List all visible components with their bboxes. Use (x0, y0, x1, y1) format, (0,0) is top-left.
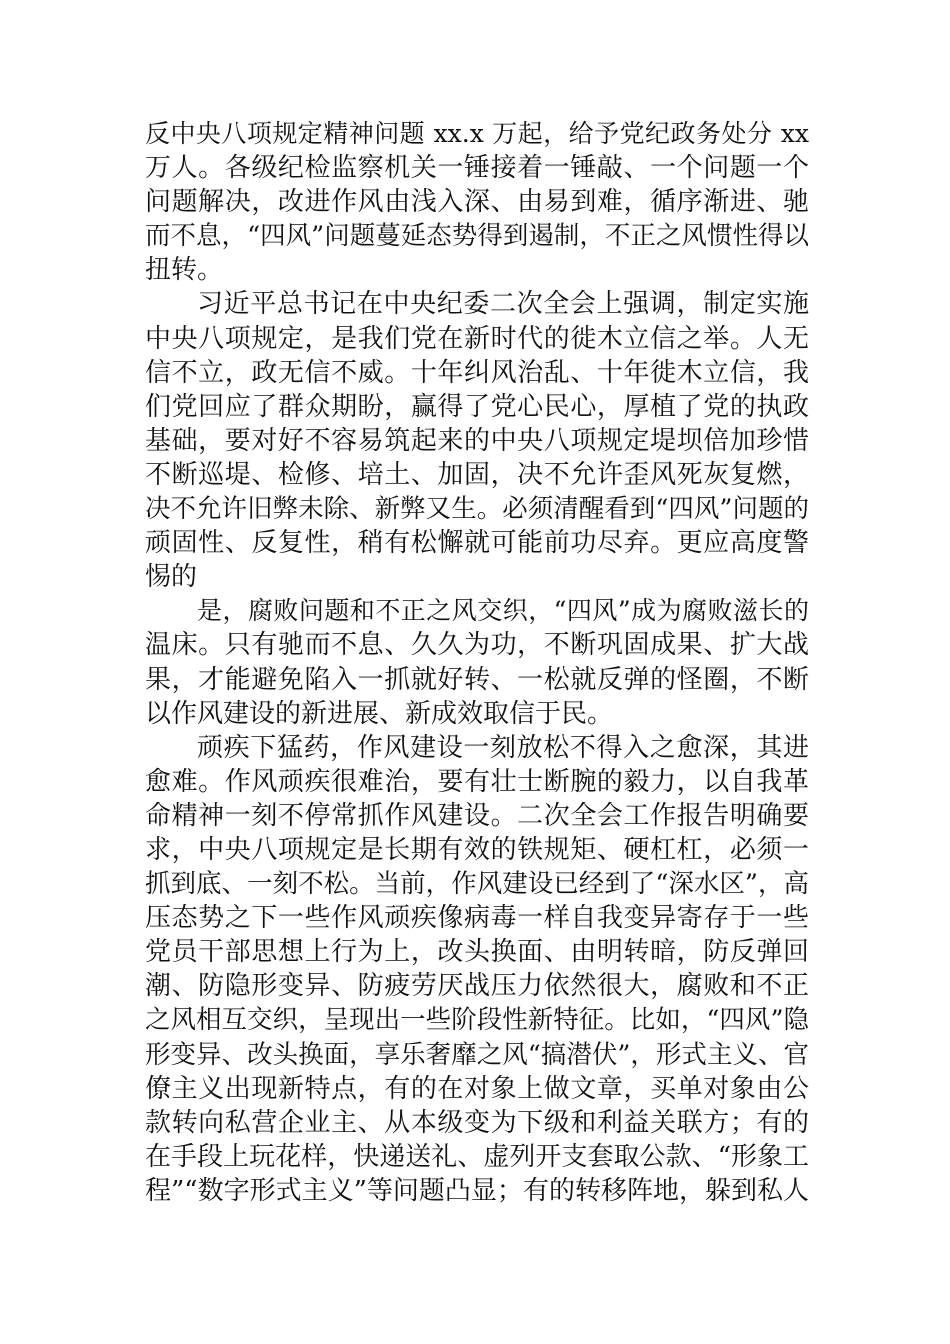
text-line: 问题解决，改进作风由浅入深、由易到难，循序渐进、驰 (145, 187, 809, 218)
text-line: 款转向私营企业主、从本级变为下级和利益关联方；有的 (145, 1107, 809, 1138)
text-line: 顽固性、反复性，稍有松懈就可能前功尽弃。更应高度警 (145, 528, 809, 559)
paragraph-1 (145, 117, 809, 287)
text-line: 扭转。 (145, 255, 224, 286)
text-line: 压态势之下一些作风顽疾像病毒一样自我变异寄存于一些 (145, 903, 809, 934)
text-line: 僚主义出现新特点，有的在对象上做文章，买单对象由公 (145, 1073, 809, 1104)
text-line: 形变异、改头换面，享乐奢靡之风“搞潜伏”，形式主义、官 (145, 1039, 809, 1070)
text-line: 愈难。作风顽疾很难治，要有壮士断腕的毅力，以自我革 (145, 766, 809, 797)
text-line: 中央八项规定，是我们党在新时代的徙木立信之举。人无 (145, 323, 809, 354)
document-body (145, 117, 809, 1208)
paragraph-2 (145, 287, 809, 594)
text-line: 反中央八项规定精神问题 xx.x 万起，给予党纪政务处分 xx (145, 119, 809, 148)
text-line: 果，才能避免陷入一抓就好转、一松就反弹的怪圈，不断 (145, 664, 809, 695)
text-line: 不断巡堤、检修、培土、加固，决不允许歪风死灰复燃， (145, 459, 809, 490)
text-line: 党员干部思想上行为上，改头换面、由明转暗，防反弹回 (145, 937, 809, 968)
paragraph-3 (145, 594, 809, 730)
paragraph-4 (145, 731, 809, 1208)
text-line: 抓到底、一刻不松。当前，作风建设已经到了“深水区”，高 (145, 869, 809, 900)
text-line: 而不息，“四风”问题蔓延态势得到遏制，不正之风惯性得以 (145, 221, 809, 252)
text-line: 之风相互交织，呈现出一些阶段性新特征。比如，“四风”隐 (145, 1005, 809, 1036)
text-line: 命精神一刻不停常抓作风建设。二次全会工作报告明确要 (145, 800, 809, 831)
text-line: 决不允许旧弊未除、新弊又生。必须清醒看到“四风”问题的 (145, 494, 809, 525)
text-line: 万人。各级纪检监察机关一锤接着一锤敲、一个问题一个 (145, 153, 809, 184)
text-line: 是，腐败问题和不正之风交织，“四风”成为腐败滋长的 (197, 596, 809, 626)
text-line: 基础，要对好不容易筑起来的中央八项规定堤坝倍加珍惜 (145, 425, 809, 456)
text-line: 温床。只有驰而不息、久久为功，不断巩固成果、扩大战 (145, 630, 809, 661)
text-line: 信不立，政无信不威。十年纠风治乱、十年徙木立信，我 (145, 357, 809, 388)
text-line: 以作风建设的新进展、新成效取信于民。 (145, 698, 614, 729)
text-line: 们党回应了群众期盼，赢得了党心民心，厚植了党的执政 (145, 391, 809, 422)
text-line: 求，中央八项规定是长期有效的铁规矩、硬杠杠，必须一 (145, 834, 809, 865)
text-line: 潮、防隐形变异、防疲劳厌战压力依然很大，腐败和不正 (145, 971, 809, 1002)
text-line: 习近平总书记在中央纪委二次全会上强调，制定实施 (197, 289, 809, 320)
text-line: 顽疾下猛药，作风建设一刻放松不得入之愈深，其进 (197, 732, 809, 763)
text-line: 惕的 (145, 562, 198, 593)
text-line: 程”“数字形式主义”等问题凸显；有的转移阵地，躲到私人 (145, 1175, 809, 1206)
text-line: 在手段上玩花样，快递送礼、虚列开支套取公款、“形象工 (145, 1141, 809, 1172)
